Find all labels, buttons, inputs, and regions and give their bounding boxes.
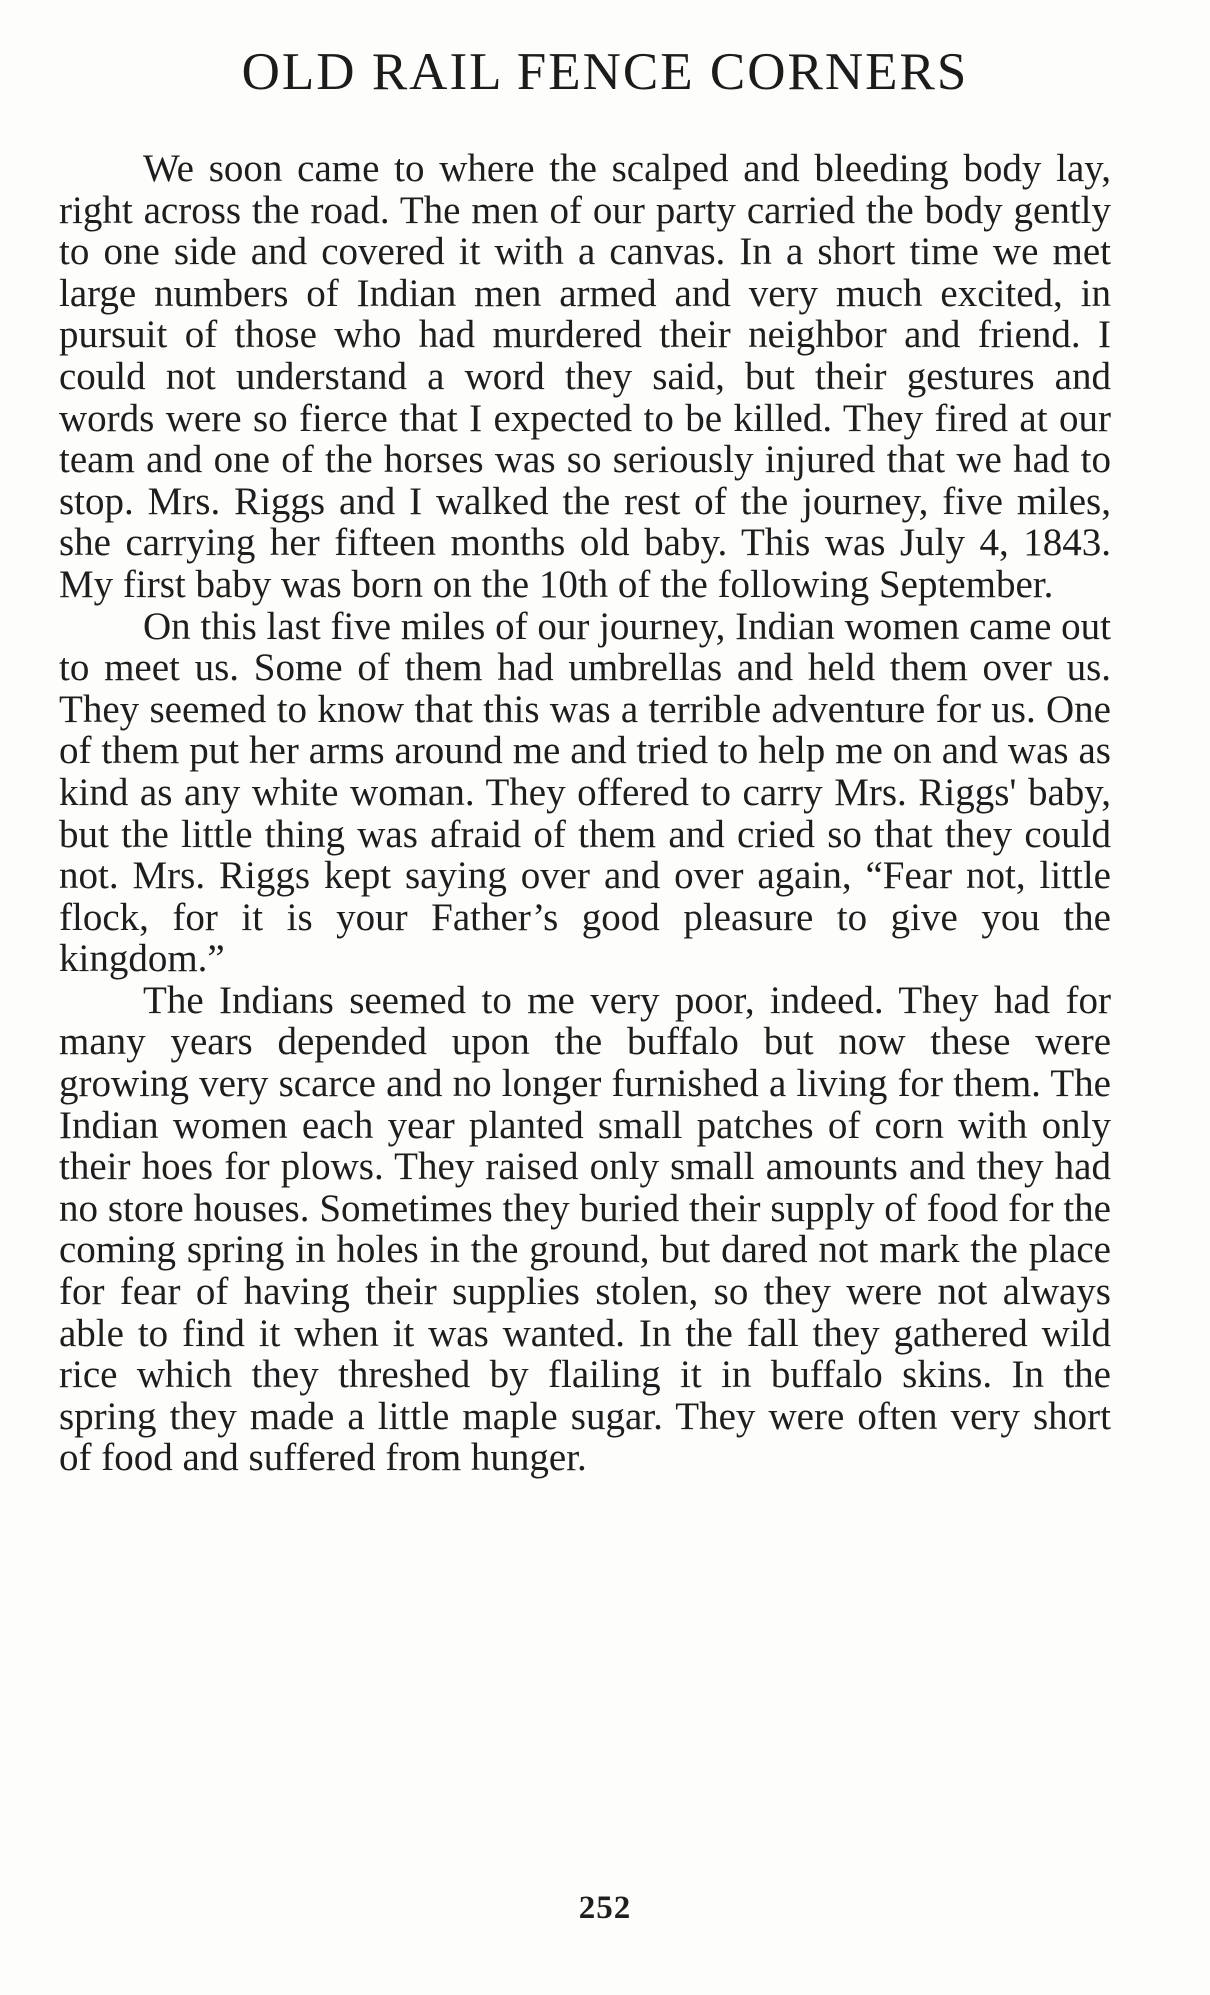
page-number: 252: [578, 1890, 632, 1926]
paragraph-1: We soon came to where the scalped and bleeding body lay, right across the road. The men of our party carried the body gently to one side and covered it with a canvas. In a short time we met large numbers of Indian men armed and very much excited, in pursuit of those who had murdered their neighbor and friend. I could not understand a word they said, but their gestures and words were so fierce that I expected to be killed. They fired at our team and one of the horses was so seriously injured that we had to stop. Mrs. Riggs and I walked the rest of the journey, five miles, she carrying her fifteen months old baby. This was July 4, 1843. My first baby was born on the 10th of the following September.: [59, 147, 1111, 606]
body-text: [59, 148, 1111, 1479]
paragraph-2: On this last five miles of our journey, Indian women came out to meet us. Some of them had umbrellas and held them over us. They seemed to know that this was a terrible adventure for us. One of them put her arms around me and tried to help me on and was as kind as any white woman. They offered to carry Mrs. Riggs' baby, but the little thing was afraid of them and cried so that they could not. Mrs. Riggs kept saying over and over again, “Fear not, little flock, for it is your Father’s good pleasure to give you the kingdom.”: [59, 604, 1111, 981]
running-title: OLD RAIL FENCE CORNERS: [241, 43, 969, 101]
paragraph-3: The Indians seemed to me very poor, indeed. They had for many years depended upon the buffalo but now these were growing very scarce and no longer furnished a living for them. The Indian women each year planted small patches of corn with only their hoes for plows. They raised only small amounts and they had no store houses. Sometimes they buried their supply of food for the coming spring in holes in the ground, but dared not mark the place for fear of having their supplies stolen, so they were not always able to find it when it was wanted. In the fall they gathered wild rice which they threshed by flailing it in buffalo skins. In the spring they made a little maple sugar. They were often very short of food and suffered from hunger.: [59, 978, 1111, 1480]
